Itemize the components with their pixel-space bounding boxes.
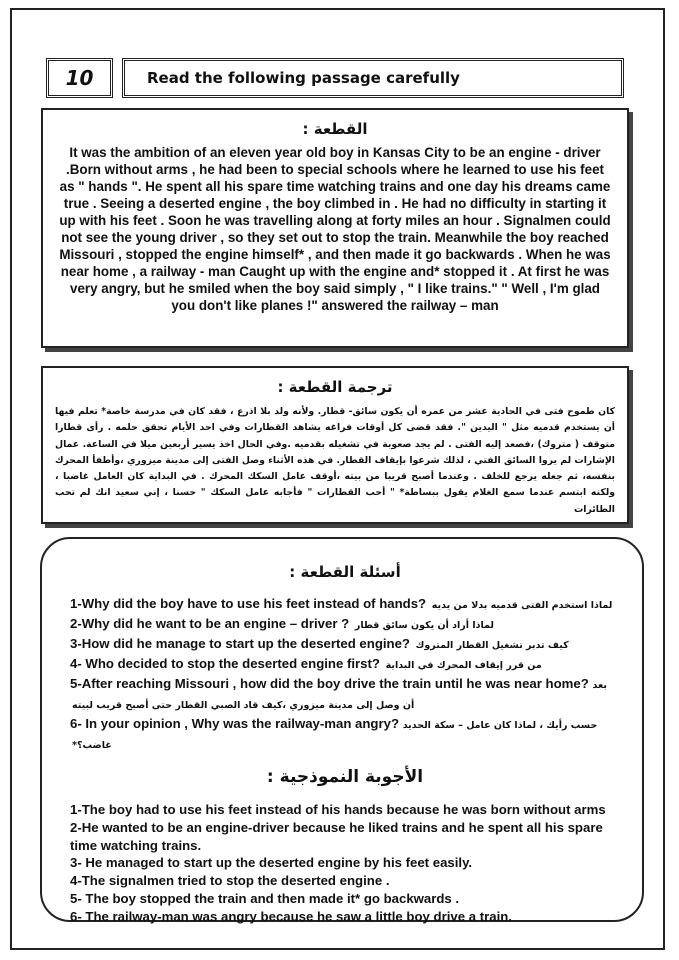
answer-list [70, 801, 620, 926]
questions-heading: أسئلة القطعة : [289, 563, 401, 581]
question-item [70, 675, 620, 715]
answer-item: 3- He managed to start up the deserted engine by his feet easily. [70, 855, 473, 871]
question-en: 4- Who decided to stop the deserted engine first? [70, 656, 380, 671]
question-ar: من قرر إيقاف المحرك في البداية [385, 660, 542, 671]
answer-item: 6- The railway-man was angry because he saw a little boy drive a train. [70, 908, 512, 924]
question-en: 3-How did he manage to start up the deserted engine? [70, 636, 410, 651]
questions-box [40, 537, 644, 922]
question-ar: بعد أن وصل إلى مدينة ميزوري ،كيف قاد الصبي القطار حتى أصبح قريب لبيته [72, 680, 607, 711]
translation-heading: ترجمة القطعة : [277, 378, 393, 396]
question-item [70, 635, 620, 655]
question-ar: حسب رأيك ، لماذا كان عامل – سكة الحديد غاضب؟* [72, 720, 598, 751]
question-list [70, 595, 620, 755]
passage-heading: القطعة : [302, 120, 368, 138]
question-item [70, 655, 620, 675]
question-en: 5-After reaching Missouri , how did the boy drive the train until he was near home? [70, 676, 589, 691]
answer-item: 5- The boy stopped the train and then made it* go backwards . [70, 890, 460, 906]
question-item [70, 715, 620, 755]
answer-item: 4-The signalmen tried to stop the deserted engine . [70, 873, 390, 889]
question-ar: كيف تدبر تشغيل القطار المتروك [415, 640, 569, 651]
question-item [70, 595, 620, 615]
question-en: 2-Why did he want to be an engine – driver ? [70, 616, 350, 631]
translation-box [41, 366, 629, 524]
passage-box [41, 108, 629, 348]
question-en: 1-Why did the boy have to use his feet instead of hands? [70, 596, 427, 611]
question-ar: لماذا استخدم الفتى قدميه بدلا من يديه [431, 600, 613, 611]
answers-heading: الأجوبة النموذجية : [266, 767, 424, 787]
passage-text: It was the ambition of an eleven year old boy in Kansas City to be an engine - driver .Born without arms , he had been to special schools where he learned to use his feet as " hands ". He spent all his spare time watching trains and one day his dreams came true . Seeing a deserted engine , the boy climbed in . He had no difficulty in starting it up with his feet . Soon he was travelling along at forty miles an hour . Signalmen could not see the young driver , so they set out to stop the train. Meanwhile the boy reached Missouri , stopped the engine himself* , and then made it go backwards . When he was near home , a railway - man Caught up with the engine and* stopped it . At first he was very angry, but he smiled when the boy said simply , " I like trains." " Well , I'm glad you don't like planes !" answered the railway – man [59, 145, 611, 313]
translation-text: كان طموح فتى في الحادية عشر من عمره أن يكون سائق- قطار. ولأنه ولد بلا اذرع ، فقد كان في مدرسة خاصة* تعلم فيها أن يستخدم قدميه مثل " اليدين ". فقد قضى كل أوقات فراغه يشاهد القطارات وفي احد الأيام تحقق حلمه . رأى قطارا متوقف ( متروك) ،فصعد إليه الفتى . لم يجد صعوبة في تشغيله بقدميه .وفي الحال اخذ يسير أربعين ميلا في الساعة. عمال الإشارات لم يروا السائق الفتي ، لذلك شرعوا بإيقاف القطار. في هذه الأثناء وصل الفتى إلى مدينة ميزوري ،وأطفأ المحرك بنفسه، ثم جعله يرجع للخلف . وعندما أصبح قريبا من بيته ،أوقف عامل السكك المحرك . في البداية كان العامل غاضبا ، ولكنه ابتسم عندما سمع الغلام يقول ببساطة* " أحب القطارات " فأجابه عامل السكك " حسنا ، إني سعيد انك لم تحب الطائرات [55, 406, 615, 515]
instruction-title: Read the following passage carefully [122, 58, 624, 98]
question-en: 6- In your opinion , Why was the railway-man angry? [70, 716, 400, 731]
answer-item: 1-The boy had to use his feet instead of his hands because he was born without arms [70, 802, 606, 817]
lesson-number: 10 [46, 58, 113, 98]
question-item [70, 615, 620, 635]
answer-item: 2-He wanted to be an engine-driver because he liked trains and he spent all his spare time watching trains. [70, 819, 603, 853]
question-ar: لماذا أراد أن يكون سائق قطار [354, 620, 494, 631]
